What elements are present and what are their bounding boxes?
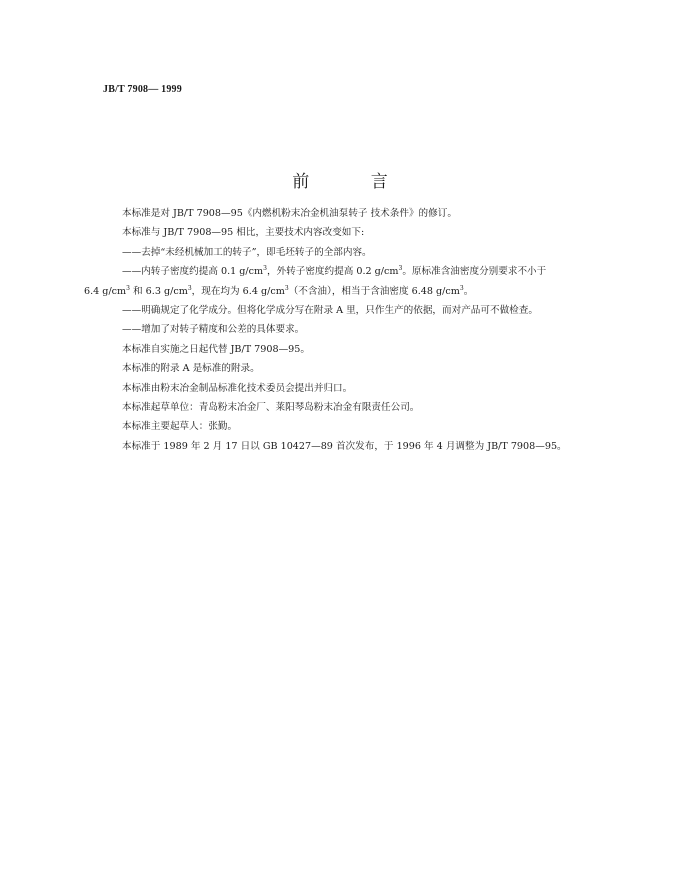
- paragraph-appendix: 本标准的附录 A 是标准的附录。: [122, 363, 260, 375]
- page-title: 前 言: [292, 172, 416, 192]
- paragraph-change-density-continued: 6.4 $g/cm^3$ 和 6.3 $g/cm^3$，现在均为 6.4 $g/cm^3$（不含油），相当于含油密度 6.48 $g/cm^3$。: [84, 284, 474, 297]
- paragraph-change-precision: ——增加了对转子精度和公差的具体要求。: [122, 324, 305, 336]
- paragraph-supersedes: 本标准自实施之日起代替 JB/T 7908—95。: [122, 343, 310, 355]
- paragraph-drafter: 本标准主要起草人：张勤。: [122, 421, 238, 433]
- paragraph-proposed-by: 本标准由粉末冶金制品标准化技术委员会提出并归口。: [122, 382, 353, 394]
- paragraph-changes-intro: 本标准与 JB/T 7908—95 相比，主要技术内容改变如下:: [122, 227, 365, 239]
- paragraph-change-blank-rotor: ——去掉“未经机械加工的转子”，即毛坯转子的全部内容。: [122, 246, 372, 258]
- paragraph-history: 本标准于 1989 年 2 月 17 日以 GB 10427—89 首次发布，于 1996 年 4 月调整为 JB/T 7908—95。: [122, 440, 567, 452]
- paragraph-drafting-unit: 本标准起草单位：青岛粉末冶金厂、莱阳琴岛粉末冶金有限责任公司。: [122, 402, 420, 414]
- paragraph-change-density: ——内转子密度约提高 0.1 $g/cm^3$，外转子密度约提高 0.2 $g/cm^3$。原标准含油密度分别要求不小于: [122, 265, 547, 278]
- paragraph-change-chemical-composition: ——明确规定了化学成分。但将化学成分写在附录 A 里，只作生产的依据，而对产品可不做检查。: [122, 305, 538, 317]
- preface-body: [84, 204, 599, 456]
- document-code: JB/T 7908— 1999: [103, 84, 182, 95]
- paragraph-revision-of: 本标准是对 JB/T 7908—95《内燃机粉末冶金机油泵转子 技术条件》的修订。: [122, 208, 457, 219]
